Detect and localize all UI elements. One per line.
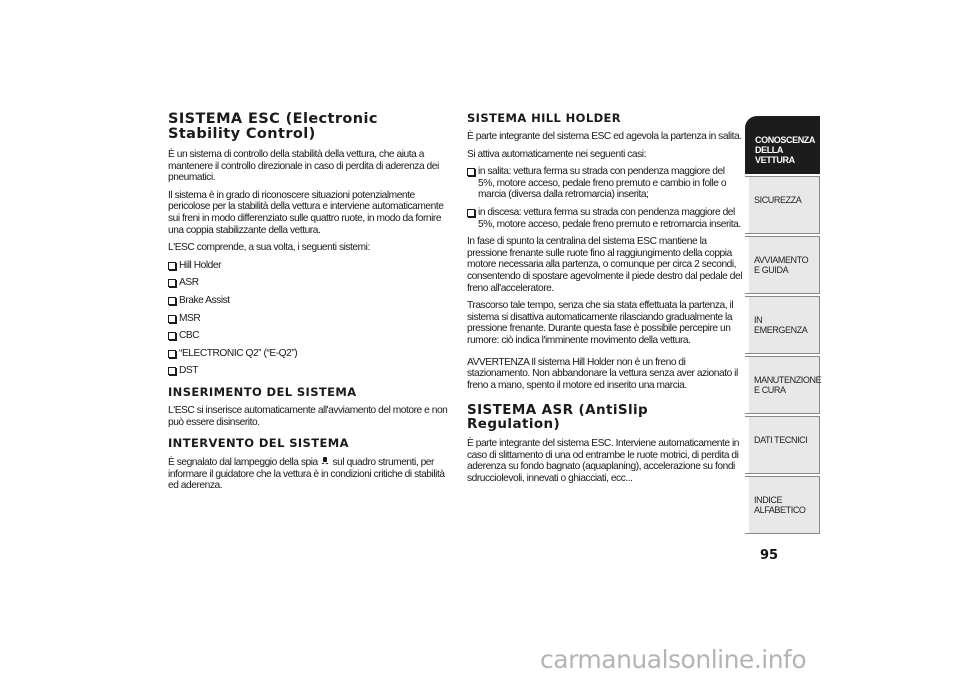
esc-paragraph-2: Il sistema è in grado di riconoscere situazioni potenzialmente pericolose per la stabilità della vettura e interviene automaticamente sui freni in modo differenziato sulle quattro ruote, in modo da fornire una coppia stabilizzante della vettura. — [168, 189, 444, 236]
intervento-paragraph — [168, 456, 448, 492]
tab-sicurezza[interactable] — [745, 176, 820, 234]
tab-conoscenza-della-vettura[interactable] — [745, 116, 820, 174]
tab-label: INDICE ALFABETICO — [754, 495, 806, 515]
esc-paragraph-1: È un sistema di controllo della stabilità della vettura, che aiuta a mantenere il controllo direzionale in caso di perdita di aderenza dei pneumatici. — [168, 149, 439, 184]
list-item: in discesa: vettura ferma su strada con pendenza maggiore del 5%, motore acceso, pedale freno premuto e retromarcia inserita. — [467, 207, 742, 230]
intervento-text-a: È segnalato dal lampeggio della spia — [168, 457, 318, 469]
list-item: DST — [168, 365, 448, 377]
page-number: 95 — [760, 548, 779, 563]
hill-holder-heading: SISTEMA HILL HOLDER — [467, 111, 622, 125]
list-item: Hill Holder — [168, 260, 448, 272]
esc-paragraph-3: L'ESC comprende, a sua volta, i seguenti sistemi: — [168, 242, 370, 254]
list-item: Brake Assist — [168, 295, 448, 307]
asr-title: SISTEMA ASR (AntiSlip Regulation) — [467, 402, 649, 433]
intervento-heading: INTERVENTO DEL SISTEMA — [168, 436, 349, 451]
watermark: carmanualsonline.info — [540, 645, 807, 674]
list-item: “ELECTRONIC Q2” (“E-Q2”) — [168, 348, 448, 360]
tab-avviamento-e-guida[interactable] — [745, 236, 820, 294]
list-item: ASR — [168, 277, 448, 289]
inserimento-paragraph: L'ESC si inserisce automaticamente all'avviamento del motore e non può essere disinserito. — [168, 404, 448, 428]
inserimento-heading: INSERIMENTO DEL SISTEMA — [168, 384, 357, 399]
hill-paragraph-3: In fase di spunto la centralina del sistema ESC mantiene la pressione frenante sulle ruote fino al raggiungimento della coppia motore necessaria alla partenza, o comunque per circa 2 secondi, consentendo di spostare agevolmente il piede destro dal pedale del freno all'acceleratore. — [467, 236, 743, 294]
tab-indice-alfabetico[interactable] — [745, 476, 820, 534]
esc-systems-list — [168, 260, 448, 377]
tab-label: IN EMERGENZA — [754, 315, 808, 335]
left-column — [168, 112, 448, 498]
tab-dati-tecnici[interactable] — [745, 416, 820, 474]
tab-label: MANUTENZIONE E CURA — [754, 375, 822, 395]
tab-label: DATI TECNICI — [754, 435, 808, 445]
hill-cases-list — [467, 166, 742, 230]
tab-label: CONOSCENZA DELLA VETTURA — [755, 135, 815, 165]
hill-warning: AVVERTENZA Il sistema Hill Holder non è un freno di stazionamento. Non abbandonare la vettura senza aver azionato il freno a mano, spento il motore ed inserito una marcia. — [467, 356, 738, 391]
list-item: CBC — [168, 330, 448, 342]
list-item: MSR — [168, 313, 448, 325]
list-item: in salita: vettura ferma su strada con pendenza maggiore del 5%, motore acceso, pedale freno premuto e cambio in folle o marcia (diversa dalla retromarcia) inserita; — [467, 166, 742, 201]
right-column — [467, 112, 742, 491]
hill-paragraph-2: Si attiva automaticamente nei seguenti casi: — [467, 148, 646, 160]
tab-label: SICUREZZA — [754, 195, 802, 205]
tab-in-emergenza[interactable] — [745, 296, 820, 354]
tab-label: AVVIAMENTO E GUIDA — [754, 255, 809, 275]
esc-title: SISTEMA ESC (Electronic Stability Control) — [168, 111, 378, 142]
asr-paragraph: È parte integrante del sistema ESC. Interviene automaticamente in caso di slittamento di una od entrambe le ruote motrici, di perdita di aderenza su fondo bagnato (aquaplaning), accelerazione su fondi sdrucciolevoli, innevati o ghiacciati, ecc... — [467, 438, 740, 485]
hill-paragraph-4: Trascorso tale tempo, senza che sia stata effettuata la partenza, il sistema si disattiva automaticamente rilasciando gradualmente la pressione frenante. Durante questa fase è possibile percepire un rumore: ciò indica l'imminente movimento della vettura. — [467, 300, 734, 346]
tab-manutenzione-e-cura[interactable] — [745, 356, 820, 414]
intervento-text-b: sul quadro strumenti, per informare il guidatore che la vettura è in condizioni critiche di stabilità ed aderenza. — [168, 457, 445, 492]
hill-paragraph-1: È parte integrante del sistema ESC ed agevola la partenza in salita. — [467, 131, 742, 142]
section-tabs — [745, 116, 820, 536]
skid-car-icon — [320, 456, 330, 466]
